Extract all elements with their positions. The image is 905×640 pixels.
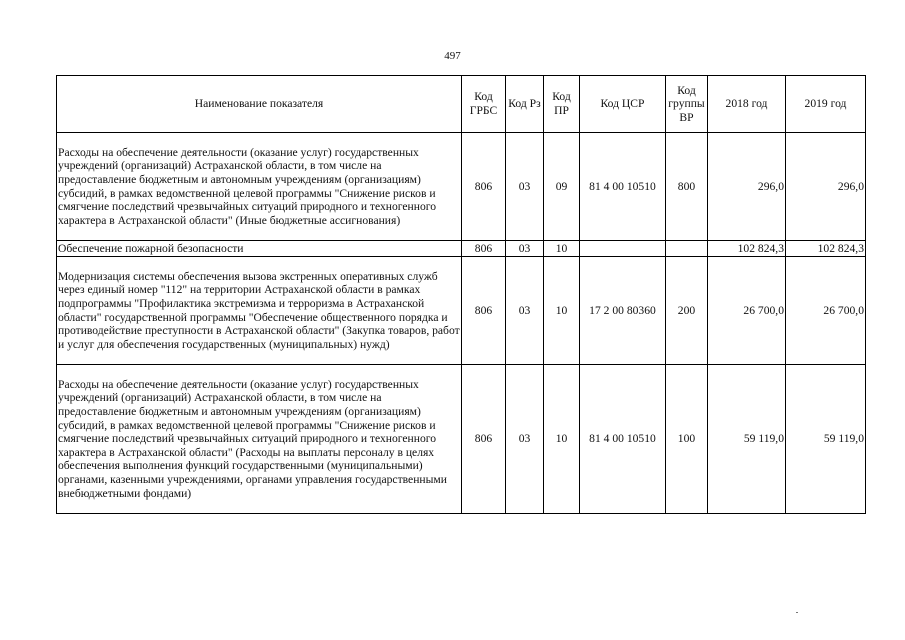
row-grbs: 806 [462,365,506,514]
row-vr: 100 [666,365,708,514]
row-csr: 17 2 00 80360 [580,257,666,365]
row-2019: 26 700,0 [786,257,866,365]
table-row [57,257,866,365]
header-2019: 2019 год [786,76,866,133]
header-pr: Код ПР [544,76,580,133]
row-2018: 296,0 [708,133,786,241]
row-2019: 59 119,0 [786,365,866,514]
row-rz: 03 [506,365,544,514]
budget-table [56,75,866,514]
header-grbs: Код ГРБС [462,76,506,133]
table-row [57,133,866,241]
row-grbs: 806 [462,257,506,365]
row-name: Модернизация системы обеспечения вызова экстренных оперативных служб через единый номер "112" на территории Астраханской области в рамках подпрограммы "Профилактика экстремизма и терроризма в Астраханской области" государственной программы "Обеспечение общественного порядка и противодействие преступности в Астраханской области" (Закупка товаров, работ и услуг для обеспечения государственных (муниципальных) нужд) [57,257,462,365]
page-number: 497 [444,50,461,62]
header-rz: Код Рз [506,76,544,133]
row-rz: 03 [506,257,544,365]
table-row [57,365,866,514]
row-rz: 03 [506,241,544,257]
row-name: Расходы на обеспечение деятельности (оказание услуг) государственных учреждений (организаций) Астраханской области, в том числе на предоставление бюджетным и автономным учреждениям (организациям) субсидий, в рамках ведомственной целевой программы "Снижение рисков и смягчение последствий чрезвычайных ситуаций природного и техногенного характера в Астраханской области" (Иные бюджетные ассигнования) [57,133,462,241]
row-vr: 800 [666,133,708,241]
row-vr: 200 [666,257,708,365]
table-header-row [57,76,866,133]
header-vr: Код группы ВР [666,76,708,133]
row-pr: 10 [544,257,580,365]
row-csr [580,241,666,257]
row-rz: 03 [506,133,544,241]
row-grbs: 806 [462,133,506,241]
row-pr: 10 [544,241,580,257]
scan-speck [796,612,798,613]
row-2018: 102 824,3 [708,241,786,257]
table-row [57,241,866,257]
header-name: Наименование показателя [57,76,462,133]
row-name: Обеспечение пожарной безопасности [57,241,462,257]
header-csr: Код ЦСР [580,76,666,133]
row-grbs: 806 [462,241,506,257]
row-2018: 26 700,0 [708,257,786,365]
row-pr: 09 [544,133,580,241]
row-csr: 81 4 00 10510 [580,133,666,241]
row-2018: 59 119,0 [708,365,786,514]
row-2019: 102 824,3 [786,241,866,257]
row-vr [666,241,708,257]
row-2019: 296,0 [786,133,866,241]
header-2018: 2018 год [708,76,786,133]
row-csr: 81 4 00 10510 [580,365,666,514]
row-name: Расходы на обеспечение деятельности (оказание услуг) государственных учреждений (организаций) Астраханской области, в том числе на предоставление бюджетным и автономным учреждениям (организациям) субсидий, в рамках ведомственной целевой программы "Снижение рисков и смягчение последствий чрезвычайных ситуаций природного и техногенного характера в Астраханской области" (Расходы на выплаты персоналу в целях обеспечения выполнения функций государственными (муниципальными) органами, казенными учреждениями, органами управления государственными внебюджетными фондами) [57,365,462,514]
row-pr: 10 [544,365,580,514]
